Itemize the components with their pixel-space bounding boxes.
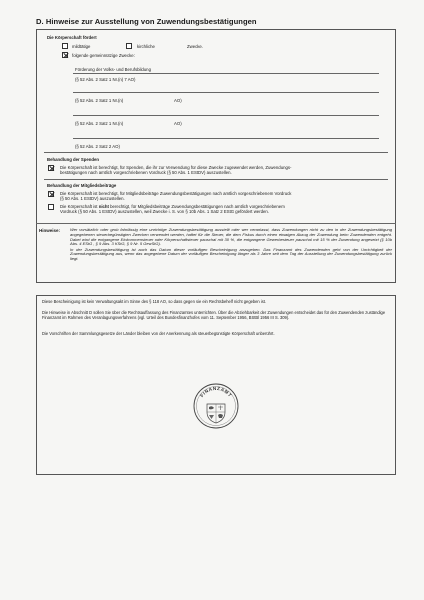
- mitglieder-opt1-line-1: Die Körperschaft ist berechtigt, für Mitgliedsbeiträge Zuwendungsbestätigungen nach amtlich vorgeschriebenem Vordruck: [60, 191, 292, 196]
- mitglieder-opt2-checkbox[interactable]: [48, 204, 54, 210]
- foerderung-heading: Die Körperschaft fördert: [47, 35, 97, 40]
- spenden-heading: Behandlung der Spenden: [47, 157, 100, 162]
- zweck-underline-4: [73, 138, 379, 139]
- spenden-divider: [44, 152, 388, 153]
- seal-label: FINANZAMT: [199, 385, 233, 399]
- section-title: D. Hinweise zur Ausstellung von Zuwendungsbestätigungen: [36, 17, 257, 26]
- mildtaetige-checkbox[interactable]: [62, 43, 68, 49]
- hinweise-label: Hinweise:: [39, 228, 61, 233]
- kirchliche-checkbox[interactable]: [126, 43, 132, 49]
- zweck-underline-2: [73, 92, 379, 93]
- note-2: Die Hinweise in Abschnitt D sollen Sie über die Rechtsauffassung des Finanzamtes unterrichten. Über die Abziehbarkeit der Zuwendungen entscheidet das für den Zuwendenden zuständige Finanzamt im Rahmen des Veranlagungsverfahrens (vgl. Urteil des Bundesfinanzhofes vom 11. September 1956, BStBl 1956 III S. 309).: [42, 310, 386, 320]
- hinweise-divider: [36, 223, 396, 224]
- mitglieder-opt1-checkbox[interactable]: [48, 191, 54, 197]
- hinweise-para-2: In der Zuwendungsbestätigung ist auch das Datum dieser vorläufigen Bescheinigung anzugeben. Das Finanzamt des Zuwendenden geht von der Unrichtigkeit der Zuwendungsbestätigung aus, wenn das angegebene Datum der vorläufigen Bescheinigung länger als 3 Jahre seit dem Tag der Ausstellung der Zuwendungsbestätigung zurück liegt.: [70, 246, 392, 262]
- ref-line-3: (§ 52 Abs. 2 Satz 1 Nr.(n): [75, 121, 124, 126]
- kirchliche-label: kirchliche: [137, 44, 155, 49]
- gemeinnuetzige-checkbox[interactable]: [62, 52, 68, 58]
- gemeinnuetzige-label: folgende gemeinnützige Zwecke:: [72, 53, 135, 58]
- hinweise-text: [70, 228, 392, 262]
- finanzamt-seal-icon: [192, 382, 240, 430]
- mitglieder-heading: Behandlung der Mitgliedsbeiträge: [47, 183, 117, 188]
- ref-line-2-suffix: AO): [174, 98, 182, 103]
- note-1: Diese Bescheinigung ist kein Verwaltungsakt im Sinne des § 118 AO, so dass gegen sie ein Rechtsbehelf nicht gegeben ist.: [42, 299, 267, 304]
- mitglieder-opt1-line-2: (§ 50 Abs. 1 EStDV) auszustellen.: [60, 196, 125, 201]
- zweck-underline-1: [73, 73, 379, 74]
- mitglieder-divider: [44, 179, 388, 180]
- note-3: Die Vorschriften der Sammlungsgesetze der Länder bleiben von der Anerkennung als steuerbegünstigte Körperschaft unberührt.: [42, 331, 275, 336]
- spenden-checkbox[interactable]: [48, 165, 54, 171]
- mildtaetige-label: mildtätige: [72, 44, 91, 49]
- zweck-underline-3: [73, 115, 379, 116]
- ref-line-1: (§ 52 Abs. 2 Satz 1 Nr.(n) 7 AO): [75, 77, 136, 82]
- ref-line-3-suffix: AO): [174, 121, 182, 126]
- spenden-line-2: bestätigungen nach amtlich vorgeschriebenen Vordruck (§ 50 Abs. 1 EStDV) auszustellen.: [60, 170, 232, 175]
- ref-line-2: (§ 52 Abs. 2 Satz 1 Nr.(n): [75, 98, 124, 103]
- mitglieder-opt2-line-2: Vordruck (§ 50 Abs. 1 EStDV) auszustellen, weil Zwecke i. S. von § 10b Abs. 1 Satz 2 EStG gefördert werden.: [60, 209, 269, 214]
- mitglieder-opt2-line-1: Die Körperschaft ist nicht berechtigt, für Mitgliedsbeiträge Zuwendungsbestätigungen nach amtlich vorgeschriebenem: [60, 204, 285, 209]
- spenden-line-1: Die Körperschaft ist berechtigt, für Spenden, die ihr zur Verwendung für diese Zwecke zugewendet werden, Zuwendungs-: [60, 165, 292, 170]
- zweck-line-1: Förderung der Volks- und Berufsbildung: [75, 67, 151, 72]
- ref-line-4: (§ 52 Abs. 2 Satz 2 AO): [75, 144, 120, 149]
- zwecke-label: Zwecke.: [187, 44, 203, 49]
- hinweise-para-1: Wer vorsätzlich oder grob fahrlässig eine unrichtige Zuwendungsbestätigung ausstellt oder wer veranlasst, dass Zuwendungen nicht zu den in der Zuwendungsbestätigung angegebenen steuerbegünstigten Zwecken verwendet werden, haftet für die Steuer, die dem Fiskus durch einen etwaigen Abzug der Zuwendung beim Zuwendenden entgeht. Dabei wird die entgangene Einkommensteuer oder Körperschaftsteuer pauschal mit 30 %, die entgangene Gewerbesteuer pauschal mit 15 % der Zuwendung angesetzt (§ 10b Abs. 4 EStG , § 9 Abs. 3 KStG, § 9 Nr. 5 GewStG).: [70, 227, 392, 247]
